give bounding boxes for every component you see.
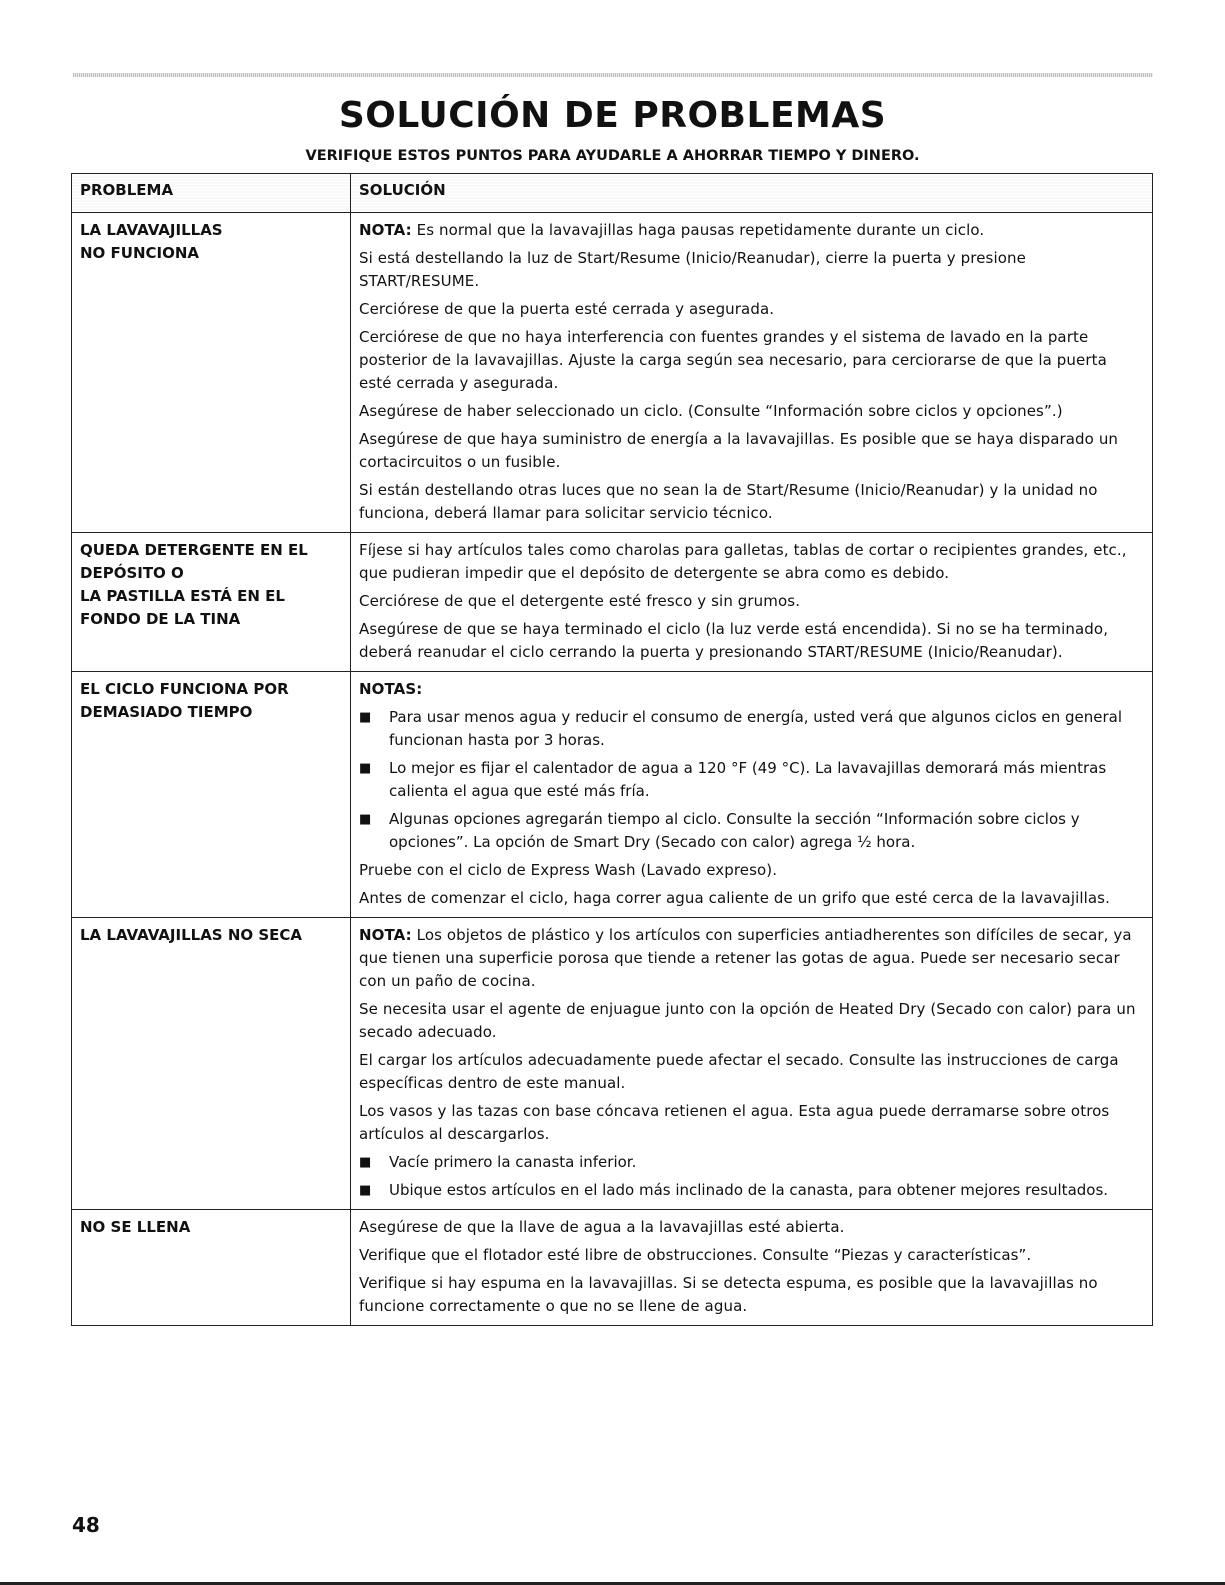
table-row (72, 533, 1153, 672)
table-row (72, 672, 1153, 918)
solution-cell (351, 672, 1153, 918)
problem-cell (72, 1210, 351, 1326)
problem-cell (72, 918, 351, 1210)
problem-text: FONDO DE LA TINA (80, 610, 241, 628)
problem-text: EL CICLO FUNCIONA POR (80, 680, 289, 698)
bullet-text: Ubique estos artículos en el lado más inclinado de la canasta, para obtener mejores resultados. (389, 1181, 1109, 1199)
page-number: 48 (72, 1513, 100, 1537)
bullet-item (359, 1151, 1144, 1174)
problem-text: DEPÓSITO O (80, 564, 184, 582)
solution-paragraph: Si están destellando otras luces que no sean la de Start/Resume (Inicio/Reanudar) y la unidad no funciona, deberá llamar para solicitar servicio técnico. (359, 481, 1098, 522)
bullet-text: Lo mejor es fijar el calentador de agua a 120 °F (49 °C). La lavavajillas demorará más mientras calienta el agua que esté más fría. (389, 759, 1107, 800)
solution-paragraph: Asegúrese de que la llave de agua a la lavavajillas esté abierta. (359, 1218, 845, 1236)
bullet-item (359, 706, 1144, 752)
problem-cell (72, 213, 351, 533)
solution-paragraph: Cerciórese de que no haya interferencia con fuentes grandes y el sistema de lavado en la parte posterior de la lavavajillas. Ajuste la carga según sea necesario, para cerciorarse de que la puerta esté cerrada y asegurada. (359, 328, 1107, 392)
solution-cell (351, 918, 1153, 1210)
note-label: NOTAS: (359, 680, 423, 698)
problem-cell (72, 672, 351, 918)
column-header-problem: PROBLEMA (72, 174, 351, 213)
table-row (72, 1210, 1153, 1326)
troubleshooting-table (71, 173, 1153, 1326)
square-bullet-icon: ■ (359, 1155, 372, 1170)
solution-paragraph: Si está destellando la luz de Start/Resume (Inicio/Reanudar), cierre la puerta y presione START/RESUME. (359, 249, 1026, 290)
problem-text: DEMASIADO TIEMPO (80, 703, 253, 721)
solution-paragraph: Fíjese si hay artículos tales como charolas para galletas, tablas de cortar o recipientes grandes, etc., que pudieran impedir que el depósito de detergente se abra como es debido. (359, 541, 1127, 582)
problem-text: QUEDA DETERGENTE EN EL (80, 541, 308, 559)
note-label: NOTA: (359, 926, 412, 944)
problem-cell (72, 533, 351, 672)
solution-paragraph: Los vasos y las tazas con base cóncava retienen el agua. Esta agua puede derramarse sobre otros artículos al descargarlos. (359, 1102, 1110, 1143)
table-header-row (72, 174, 1153, 213)
note-paragraph (359, 924, 1144, 993)
solution-cell (351, 1210, 1153, 1326)
solution-paragraph: Se necesita usar el agente de enjuague junto con la opción de Heated Dry (Secado con calor) para un secado adecuado. (359, 1000, 1136, 1041)
note-paragraph (359, 219, 1144, 242)
solution-paragraph: Asegúrese de que haya suministro de energía a la lavavajillas. Es posible que se haya disparado un cortacircuitos o un fusible. (359, 430, 1119, 471)
column-header-solution: SOLUCIÓN (351, 174, 1153, 213)
bullet-text: Para usar menos agua y reducir el consumo de energía, usted verá que algunos ciclos en general funcionan hasta por 3 horas. (389, 708, 1123, 749)
solution-paragraph: Verifique si hay espuma en la lavavajillas. Si se detecta espuma, es posible que la lavavajillas no funcione correctamente o que no se llene de agua. (359, 1274, 1098, 1315)
table-row (72, 918, 1153, 1210)
solution-cell (351, 533, 1153, 672)
bullet-text: Algunas opciones agregarán tiempo al ciclo. Consulte la sección “Información sobre ciclos y opciones”. La opción de Smart Dry (Secado con calor) agrega ½ hora. (389, 810, 1080, 851)
problem-text: LA LAVAVAJILLAS NO SECA (80, 926, 303, 944)
square-bullet-icon: ■ (359, 812, 372, 827)
solution-cell (351, 213, 1153, 533)
solution-paragraph: El cargar los artículos adecuadamente puede afectar el secado. Consulte las instrucciones de carga específicas dentro de este manual. (359, 1051, 1119, 1092)
problem-text: NO SE LLENA (80, 1218, 191, 1236)
solution-paragraph: Pruebe con el ciclo de Express Wash (Lavado expreso). (359, 861, 778, 879)
page-title: SOLUCIÓN DE PROBLEMAS (338, 95, 887, 136)
note-text: Los objetos de plástico y los artículos con superficies antiadherentes son difíciles de secar, ya que tienen una superficie porosa que tiende a retener las gotas de agua. Puede ser necesario secar con un paño de cocina. (359, 926, 1132, 990)
square-bullet-icon: ■ (359, 761, 372, 776)
bullet-item (359, 1179, 1144, 1202)
note-label: NOTA: (359, 221, 412, 239)
square-bullet-icon: ■ (359, 710, 372, 725)
problem-text: NO FUNCIONA (80, 244, 200, 262)
problem-text: LA LAVAVAJILLAS (80, 221, 223, 239)
solution-paragraph: Verifique que el flotador esté libre de obstrucciones. Consulte “Piezas y características”. (359, 1246, 1032, 1264)
top-rule (73, 73, 1153, 77)
bullet-item (359, 808, 1144, 854)
bullet-item (359, 757, 1144, 803)
solution-paragraph: Asegúrese de que se haya terminado el ciclo (la luz verde está encendida). Si no se ha terminado, deberá reanudar el ciclo cerrando la puerta y presionando START/RESUME (Inicio/Reanudar). (359, 620, 1109, 661)
bullet-text: Vacíe primero la canasta inferior. (389, 1153, 637, 1171)
problem-text: LA PASTILLA ESTÁ EN EL (80, 587, 285, 605)
table-row (72, 213, 1153, 533)
note-text: Es normal que la lavavajillas haga pausas repetidamente durante un ciclo. (411, 221, 985, 239)
solution-paragraph: Cerciórese de que el detergente esté fresco y sin grumos. (359, 592, 801, 610)
page-subtitle: VERIFIQUE ESTOS PUNTOS PARA AYUDARLE A AHORRAR TIEMPO Y DINERO. (305, 148, 920, 164)
square-bullet-icon: ■ (359, 1183, 372, 1198)
solution-paragraph: Asegúrese de haber seleccionado un ciclo. (Consulte “Información sobre ciclos y opciones”.) (359, 402, 1063, 420)
solution-paragraph: Cerciórese de que la puerta esté cerrada y asegurada. (359, 300, 775, 318)
solution-paragraph: Antes de comenzar el ciclo, haga correr agua caliente de un grifo que esté cerca de la lavavajillas. (359, 889, 1110, 907)
